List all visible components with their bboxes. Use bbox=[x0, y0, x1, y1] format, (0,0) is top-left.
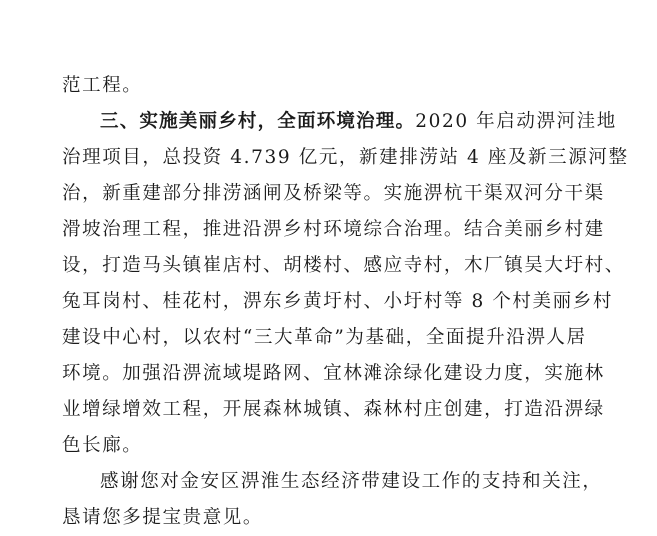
paragraph-line: 范工程。 bbox=[62, 75, 143, 96]
paragraph-line: 业增绿增效工程，开展森林城镇、森林村庄创建，打造沿淠绿 bbox=[62, 399, 605, 420]
paragraph-line: 色长廊。 bbox=[62, 435, 143, 456]
paragraph-line: 设，打造马头镇崔店村、胡楼村、感应寺村，木厂镇吴大圩村、 bbox=[62, 255, 625, 276]
paragraph-line: 滑坡治理工程，推进沿淠乡村环境综合治理。结合美丽乡村建 bbox=[62, 219, 605, 240]
closing-line: 恳请您多提宝贵意见。 bbox=[62, 507, 264, 528]
paragraph-line: 环境。加强沿淠流域堤路网、宜林滩涂绿化建设力度，实施林 bbox=[62, 363, 605, 384]
paragraph-line: 治，新重建部分排涝涵闸及桥梁等。实施淠杭干渠双河分干渠 bbox=[62, 183, 605, 204]
paragraph-line: 建设中心村，以农村“三大革命”为基础，全面提升沿淠人居 bbox=[62, 327, 587, 348]
closing-line: 感谢您对金安区淠淮生态经济带建设工作的支持和关注， bbox=[100, 471, 603, 492]
section-heading: 三、实施美丽乡村，全面环境治理。 bbox=[100, 111, 416, 132]
section-intro-text: 2020 年启动淠河洼地 bbox=[415, 111, 617, 132]
paragraph-line: 兔耳岗村、桂花村，淠东乡黄圩村、小圩村等 8 个村美丽乡村 bbox=[62, 291, 613, 312]
paragraph-line: 治理项目，总投资 4.739 亿元，新建排涝站 4 座及新三源河整 bbox=[62, 147, 629, 168]
section-first-line bbox=[100, 104, 617, 140]
